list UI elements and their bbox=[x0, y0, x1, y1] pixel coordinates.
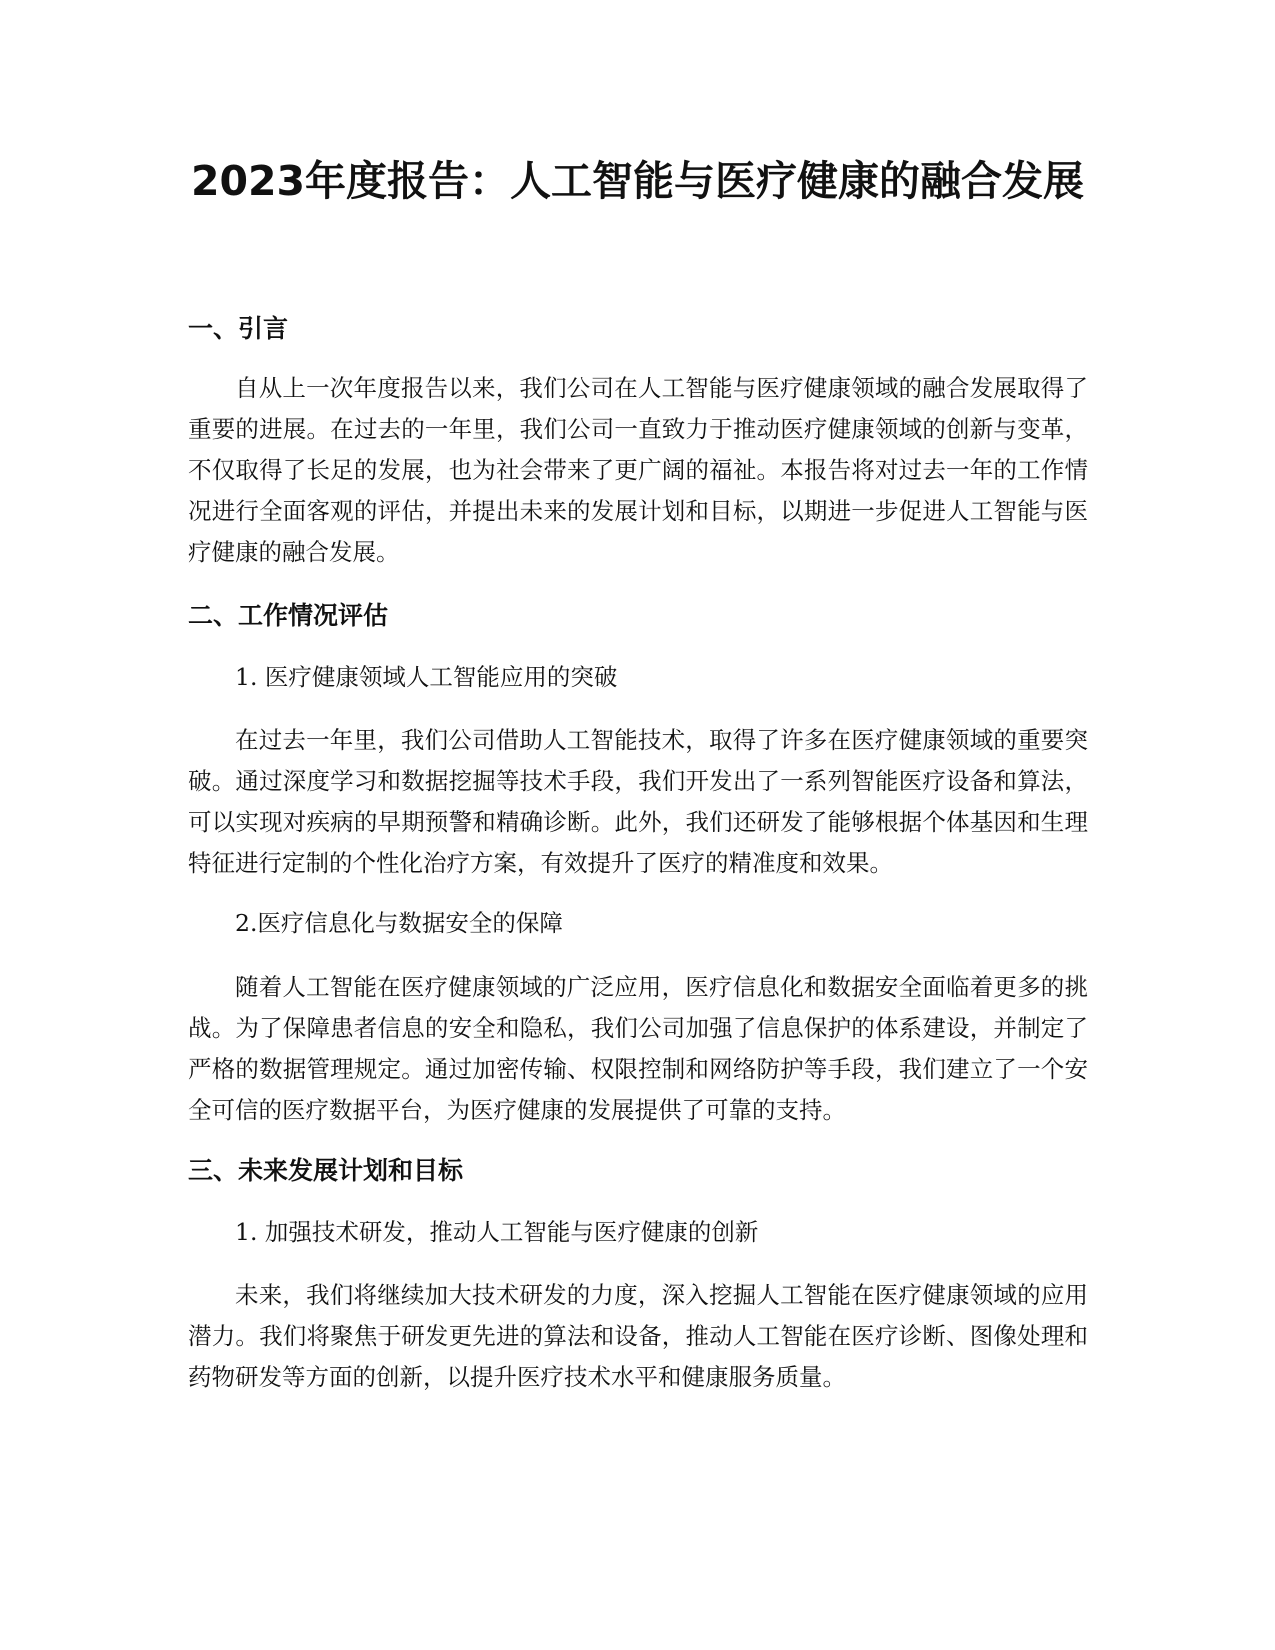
tech-rnd-paragraph: 未来，我们将继续加大技术研发的力度，深入挖掘人工智能在医疗健康领域的应用潜力。我们将聚焦于研发更先进的算法和设备，推动人工智能在医疗诊断、图像处理和药物研发等方面的创新，以提升医疗技术水平和健康服务质量。 bbox=[188, 1281, 1088, 1391]
subsection-title-tech-rnd: 1. 加强技术研发，推动人工智能与医疗健康的创新 bbox=[235, 1218, 759, 1246]
document-title: 2023年度报告：人工智能与医疗健康的融合发展 bbox=[190, 157, 1085, 205]
ai-breakthrough-paragraph: 在过去一年里，我们公司借助人工智能技术，取得了许多在医疗健康领域的重要突破。通过深度学习和数据挖掘等技术手段，我们开发出了一系列智能医疗设备和算法，可以实现对疾病的早期预警和精确诊断。此外，我们还研发了能够根据个体基因和生理特征进行定制的个性化治疗方案，有效提升了医疗的精准度和效果。 bbox=[188, 726, 1088, 877]
subsection-title-data-security: 2.医疗信息化与数据安全的保障 bbox=[235, 909, 563, 937]
subsection-title-ai-breakthrough: 1. 医疗健康领域人工智能应用的突破 bbox=[235, 663, 618, 691]
introduction-paragraph: 自从上一次年度报告以来，我们公司在人工智能与医疗健康领域的融合发展取得了重要的进展。在过去的一年里，我们公司一直致力于推动医疗健康领域的创新与变革，不仅取得了长足的发展，也为社会带来了更广阔的福祉。本报告将对过去一年的工作情况进行全面客观的评估，并提出未来的发展计划和目标，以期进一步促进人工智能与医疗健康的融合发展。 bbox=[188, 374, 1088, 566]
section-heading-introduction: 一、引言 bbox=[188, 314, 289, 343]
section-heading-work-evaluation: 二、工作情况评估 bbox=[188, 601, 389, 630]
data-security-paragraph: 随着人工智能在医疗健康领域的广泛应用，医疗信息化和数据安全面临着更多的挑战。为了保障患者信息的安全和隐私，我们公司加强了信息保护的体系建设，并制定了严格的数据管理规定。通过加密传输、权限控制和网络防护等手段，我们建立了一个安全可信的医疗数据平台，为医疗健康的发展提供了可靠的支持。 bbox=[188, 973, 1088, 1124]
section-heading-future-plans: 三、未来发展计划和目标 bbox=[188, 1156, 464, 1185]
